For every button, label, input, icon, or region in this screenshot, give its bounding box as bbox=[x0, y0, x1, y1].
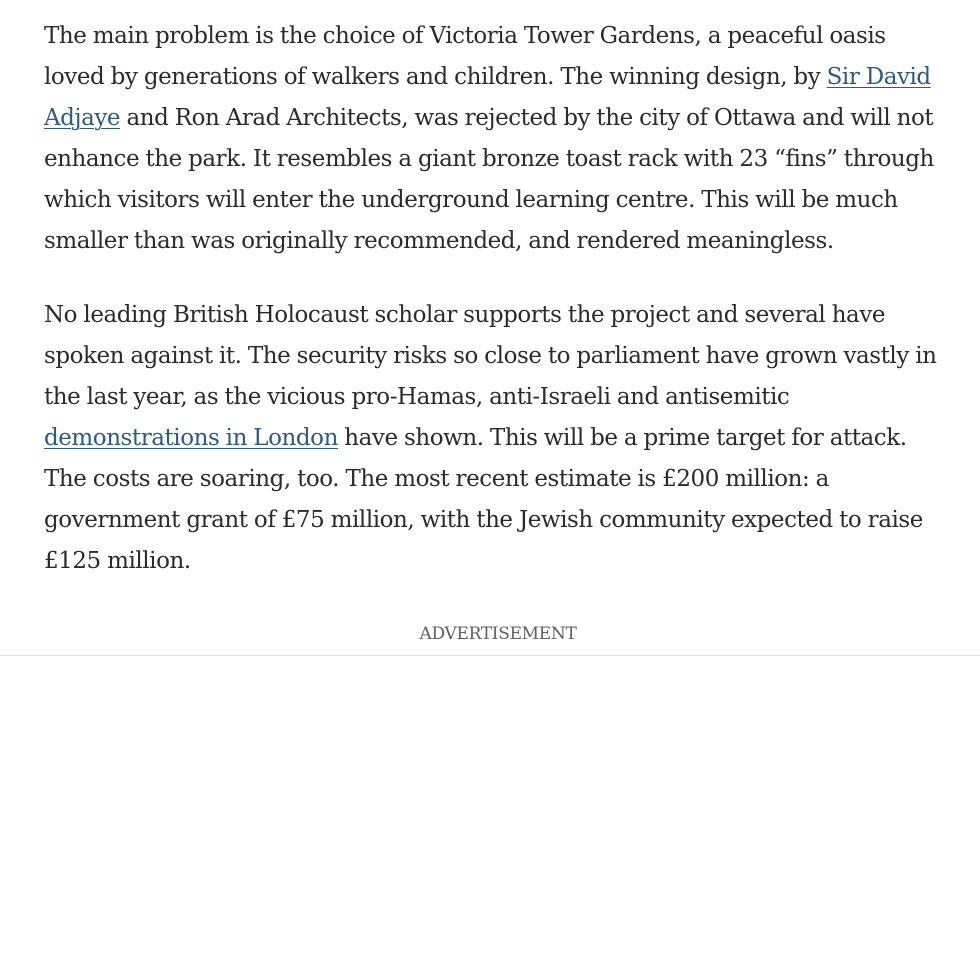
article-body bbox=[44, 16, 944, 582]
advertisement-label: ADVERTISEMENT bbox=[419, 624, 577, 644]
paragraph bbox=[44, 16, 944, 262]
paragraph-text: have shown. This will be a prime target for attack. The costs are soaring, too. The most recent estimate is £200 million: a government grant of £75 million, with the Jewish community expected to raise £125 million. bbox=[44, 425, 923, 574]
demonstrations-in-london-link[interactable]: demonstrations in London bbox=[44, 425, 338, 451]
advertisement-divider bbox=[0, 655, 980, 656]
paragraph-text: The main problem is the choice of Victoria Tower Gardens, a peaceful oasis loved by generations of walkers and children. The winning design, by bbox=[44, 23, 886, 90]
sir-david-adjaye-link[interactable]: Sir David Adjaye bbox=[44, 64, 931, 131]
paragraph-text: and Ron Arad Architects, was rejected by the city of Ottawa and will not enhance the park. It resembles a giant bronze toast rack with 23 “fins” through which visitors will enter the underground learning centre. This will be much smaller than was originally recommended, and rendered meaningless. bbox=[44, 105, 934, 254]
paragraph-text: No leading British Holocaust scholar supports the project and several have spoken against it. The security risks so close to parliament have grown vastly in the last year, as the vicious pro-Hamas, anti-Israeli and antisemitic bbox=[44, 302, 937, 410]
paragraph bbox=[44, 295, 944, 582]
